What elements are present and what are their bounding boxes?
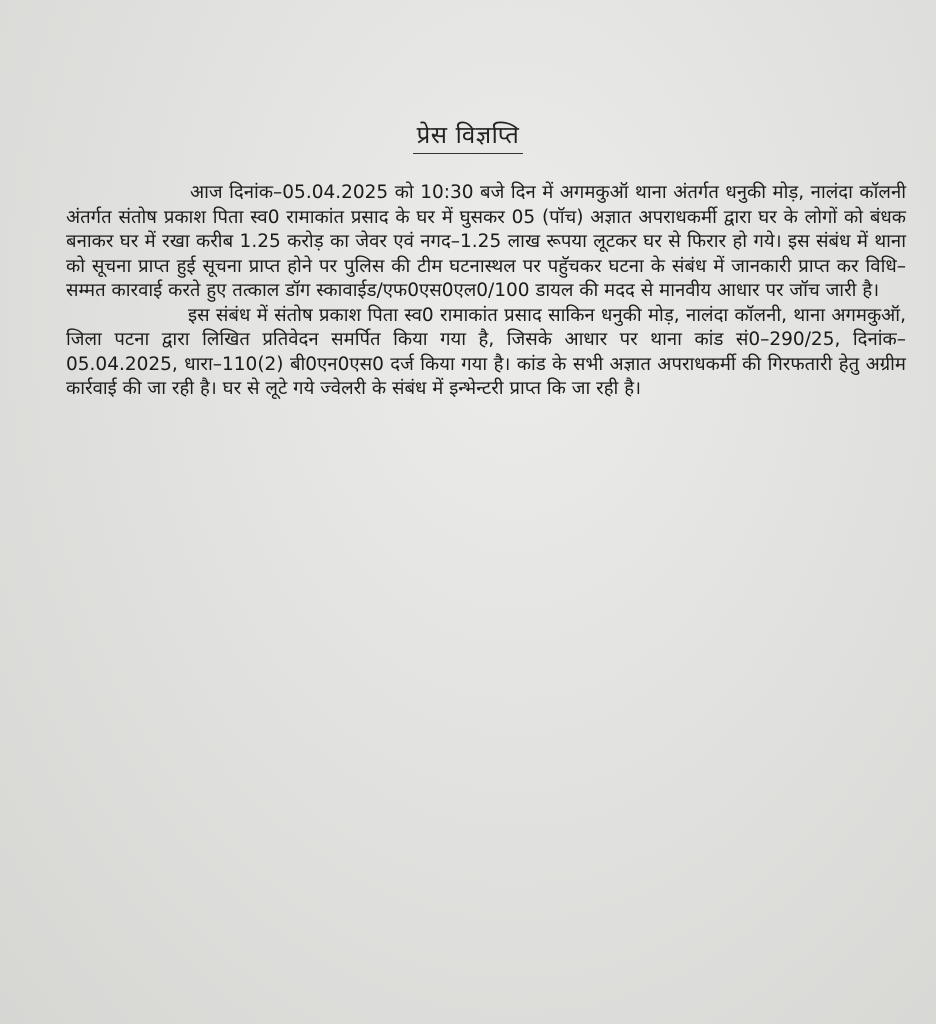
paragraph-1: आज दिनांक–05.04.2025 को 10:30 बजे दिन में अगमकुऑ थाना अंतर्गत धनुकी मोड़, नालंदा कॉलनी अंतर्गत संतोष प्रकाश पिता स्व0 रामाकांत प्रसाद के घर में घुसकर 05 (पॉच) अज्ञात अपराधकर्मी द्वारा घर के लोगों को बंधक बनाकर घर में रखा करीब 1.25 करोड़ का जेवर एवं नगद–1.25 लाख रूपया लूटकर घर से फिरार हो गये। इस संबंध में थाना को सूचना प्राप्त हुई सूचना प्राप्त होने पर पुलिस की टीम घटनास्थल पर पहुॅचकर घटना के संबंध में जानकारी प्राप्त कर विधि–सम्मत कारवाई करते हुए तत्काल डॉग स्कावाईड/एफ0एस0एल0/100 डायल की मदद से मानवीय आधार पर जॉच जारी है। — [66, 182, 906, 301]
paragraph-2: इस संबंध में संतोष प्रकाश पिता स्व0 रामाकांत प्रसाद साकिन धनुकी मोड़, नालंदा कॉलनी, थाना अगमकुऑ, जिला पटना द्वारा लिखित प्रतिवेदन समर्पित किया गया है, जिसके आधार पर थाना कांड सं0–290/25, दिनांक–05.04.2025, धारा–110(2) बी0एन0एस0 दर्ज किया गया है। कांड के सभी अज्ञात अपराधकर्मी की गिरफतारी हेतु अग्रीम कार्रवाई की जा रही है। घर से लूटे गये ज्वेलरी के संबंध में इन्भेन्टरी प्राप्त कि जा रही है। — [66, 304, 906, 399]
document-body — [66, 181, 906, 402]
document-title — [0, 118, 936, 154]
document-title-text: प्रेस विज्ञप्ति — [413, 118, 524, 154]
